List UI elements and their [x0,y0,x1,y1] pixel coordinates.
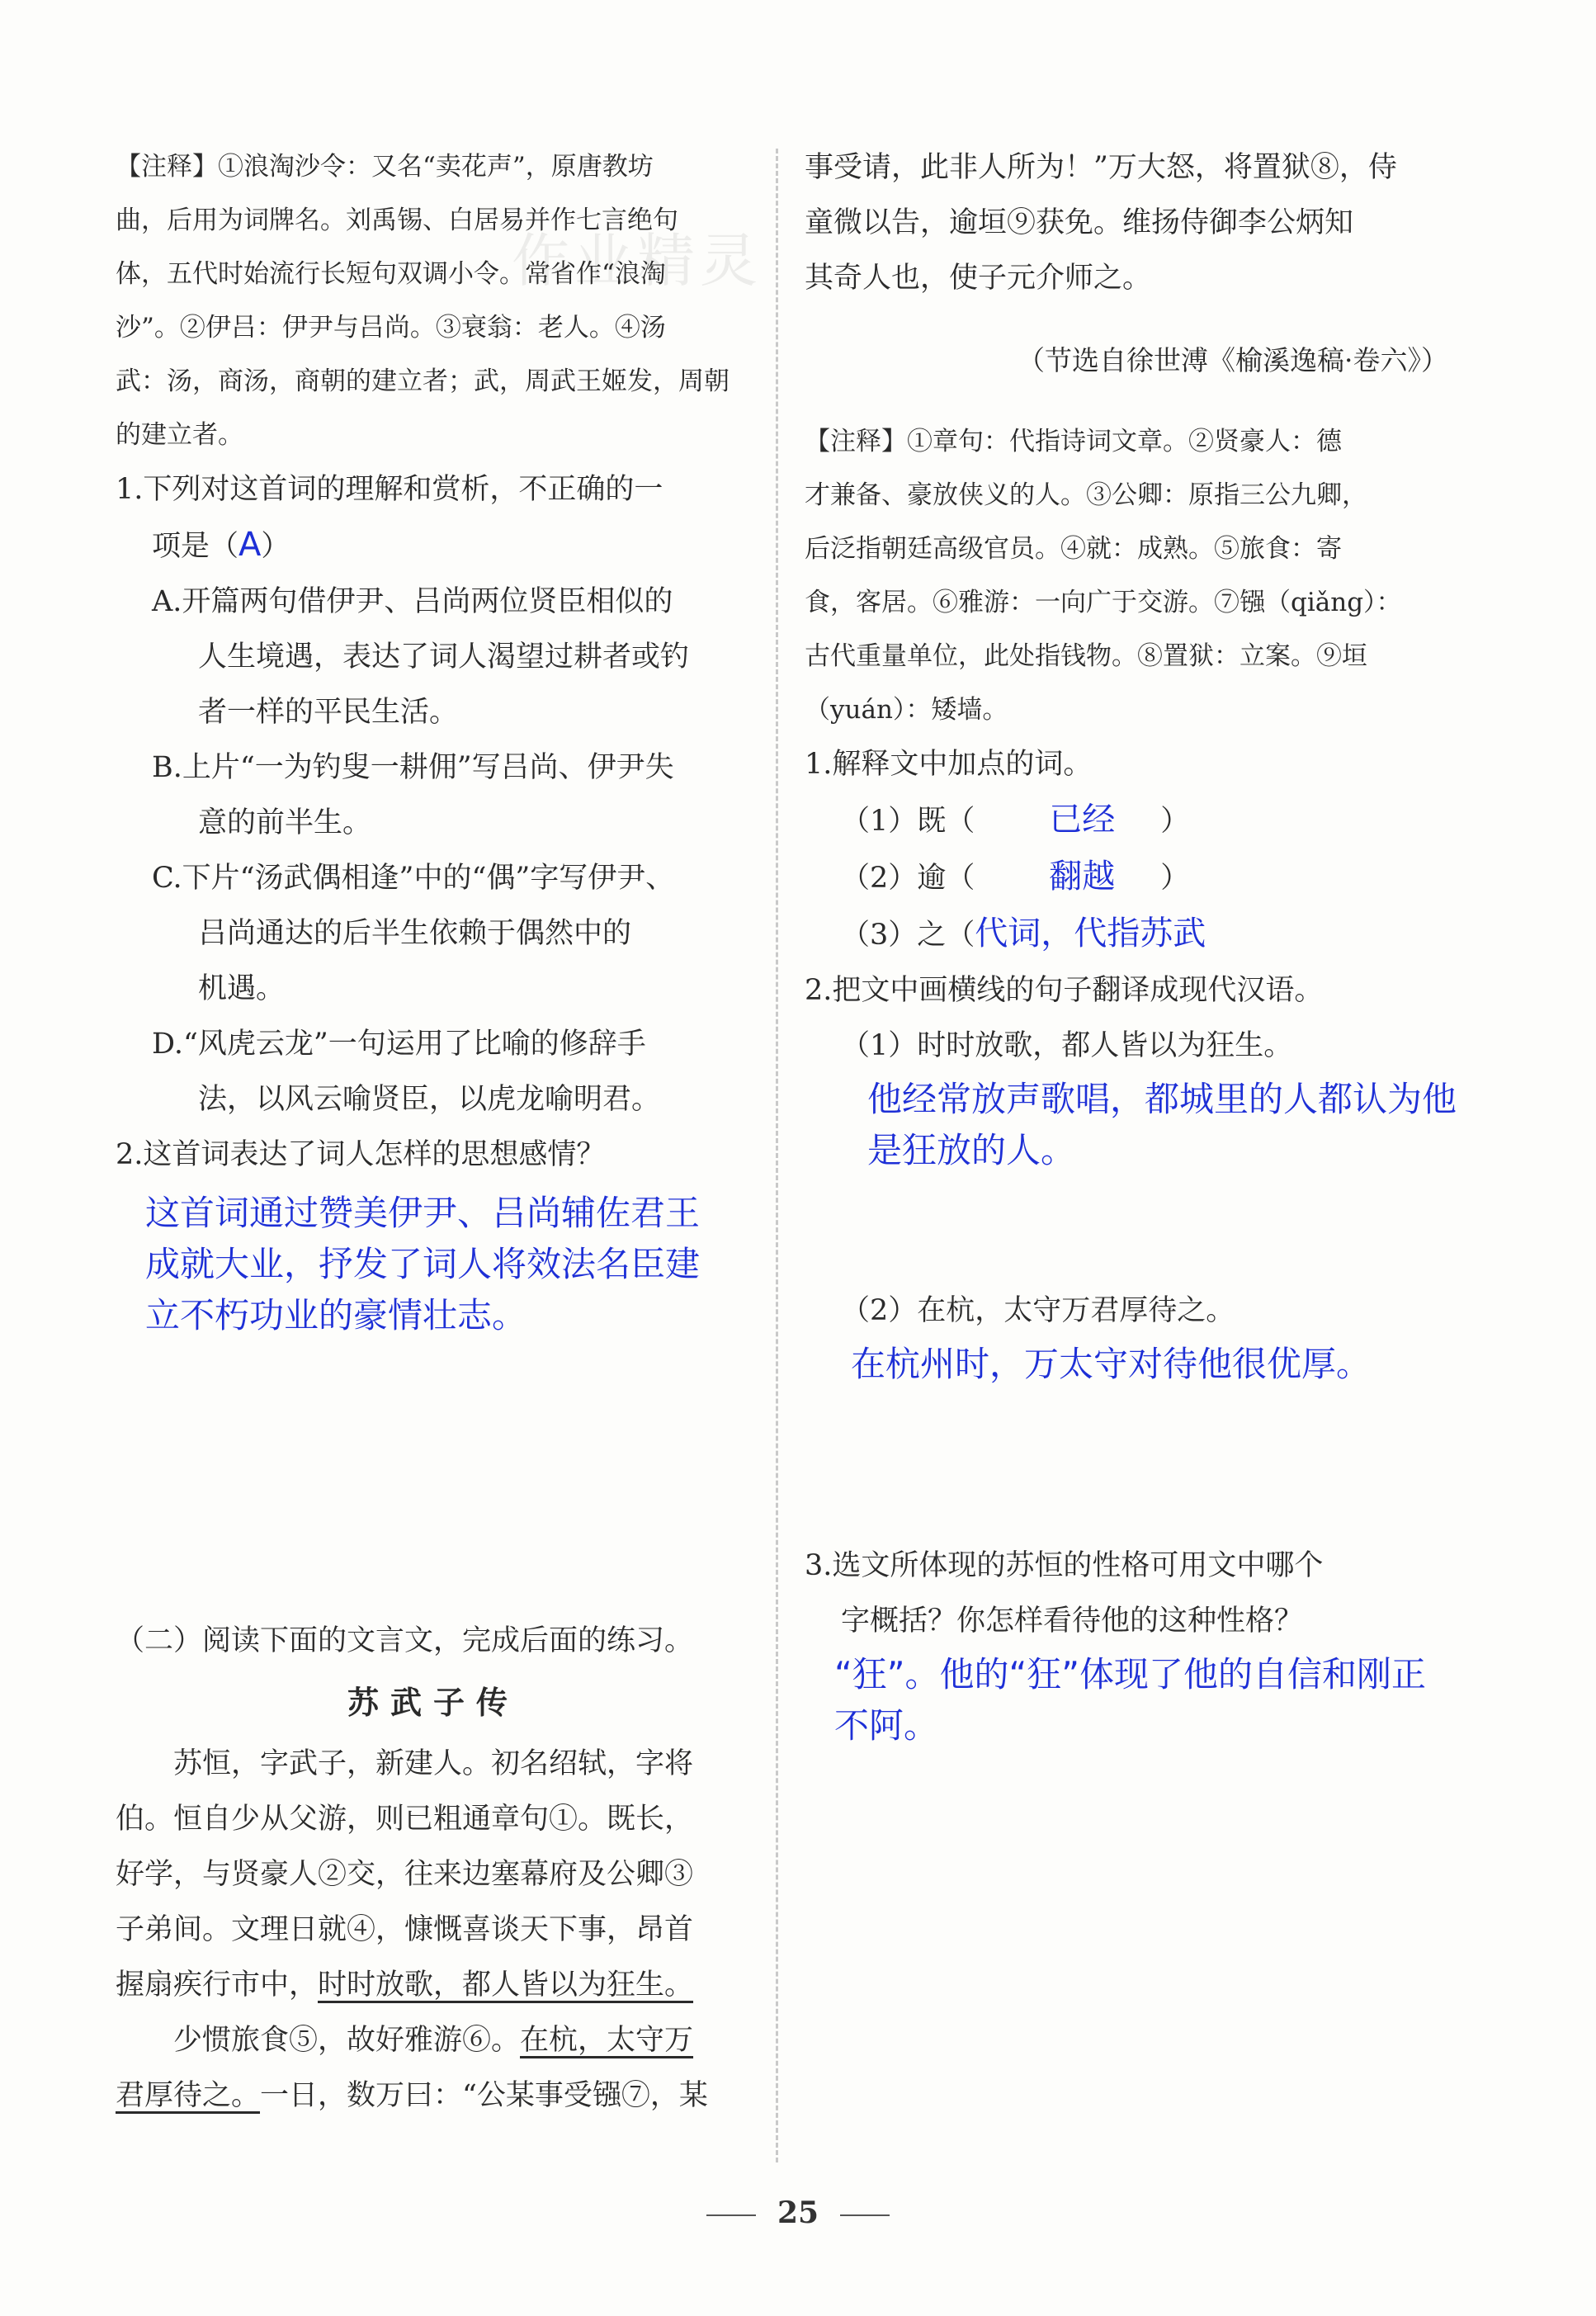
note-line: 后泛指朝廷高级官员。④就：成熟。⑤旅食：寄 [805,534,1342,564]
underlined-sentence: 时时放歌，都人皆以为狂生。 [318,1969,694,2002]
passage-line: 好学，与贤豪人②交，往来边塞幕府及公卿③ [116,1858,694,1891]
column-divider [776,149,778,2162]
translation-1 [805,1074,1457,1176]
option-b-cont: 意的前半生。 [198,806,372,839]
underlined-sentence: 在杭，太守万 [520,2024,694,2057]
passage-title: 苏武子传 [347,1684,519,1721]
vocab-answer: 已经 [1049,801,1116,839]
question-stem: 2.把文中画横线的句子翻译成现代汉语。 [805,974,1324,1007]
answer-line: 立不朽功业的豪情壮志。 [145,1295,527,1335]
sentence-1: （1）时时放歌，都人皆以为狂生。 [841,1029,1293,1062]
answer-line: 他经常放声歌唱，都城里的人都认为他 [867,1079,1457,1119]
option-b: B.上片“一为钓叟一耕佣”写吕尚、伊尹失 [152,751,674,784]
poem-notes [116,140,751,462]
answer-line: 是狂放的人。 [867,1130,1076,1170]
watermark: 作业精灵 [512,227,763,295]
option-c-cont: 吕尚通达的后半生依赖于偶然中的 [198,917,632,950]
answer-choice: A [238,526,262,564]
option-c-cont: 机遇。 [198,972,286,1005]
vocab-item: （3）之（代词，代指苏武 [841,915,1206,952]
vocab-item: （2）逾（ 翻越 ） [805,849,1448,906]
note-line: 曲，后用为词牌名。刘禹锡、白居易并作七言绝句 [116,206,678,235]
answer-line: 在杭州时，万太守对待他很优厚。 [851,1344,1372,1384]
passage-line: 君厚待之。一日，数万曰：“公某事受镪⑦，某 [116,2079,708,2112]
option-c: C.下片“汤武偶相逢”中的“偶”字写伊尹、 [152,862,675,895]
question-stem: 1.下列对这首词的理解和赏析，不正确的一 [116,473,663,506]
underlined-sentence: 君厚待之。 [116,2079,261,2112]
note-line: 才兼备、豪放侠义的人。③公卿：原指三公九卿， [805,480,1367,510]
question-1-right [805,737,1448,963]
question-2-left [116,1127,751,1341]
passage-line: 握扇疾行市中，时时放歌，都人皆以为狂生。 [116,1969,694,2002]
passage-source: （节选自徐世溥《榆溪逸稿·卷六》） [1018,344,1448,376]
option-a: A.开篇两句借伊尹、吕尚两位贤臣相似的 [152,585,673,618]
passage-notes [805,415,1448,737]
note-line: 体，五代时始流行长短句双调小令。常省作“浪淘 [116,259,666,289]
option-a-cont: 者一样的平民生活。 [198,696,459,729]
translation-2 [805,1339,1448,1390]
section-heading: （二）阅读下面的文言文，完成后面的练习。 [116,1624,694,1657]
question-stem-cont: 项是（A） [152,526,290,564]
passage-continuation [805,140,1448,388]
passage-line: 事受请，此非人所为！”万大怒，将置狱⑧，侍 [805,151,1397,184]
note-line: 古代重量单位，此处指钱物。⑧置狱：立案。⑨垣 [805,641,1367,671]
note-line: 【注释】①章句：代指诗词文章。②贤豪人：德 [805,427,1342,456]
passage-line: 其奇人也，使子元介师之。 [805,262,1152,295]
answer-line: “狂”。他的“狂”体现了他的自信和刚正 [834,1654,1427,1694]
answer-block [116,1183,751,1341]
question-stem: 3.选文所体现的苏恒的性格可用文中哪个 [805,1549,1324,1582]
passage-section [116,1614,751,2124]
answer-block [805,1649,1448,1751]
answer-space [116,1341,751,1614]
page-number: 25 [0,2195,1596,2230]
vocab-item: （1）既（ 已经 ） [805,792,1448,849]
left-column [116,140,751,2124]
sentence-2: （2）在杭，太守万君厚待之。 [841,1294,1235,1327]
question-stem-cont: 字概括？你怎样看待他的这种性格？ [841,1605,1304,1638]
answer-line: 成就大业，抒发了词人将效法名臣建 [145,1244,701,1284]
answer-line: 这首词通过赞美伊尹、吕尚辅佐君王 [145,1193,701,1233]
note-line: 沙”。②伊吕：伊尹与吕尚。③衰翁：老人。④汤 [116,313,666,343]
question-stem: 2.这首词表达了词人怎样的思想感情？ [116,1138,606,1171]
option-d: D.“风虎云龙”一句运用了比喻的修辞手 [152,1028,646,1061]
passage-line: 童微以告，逾垣⑨获免。维扬侍御李公炳知 [805,206,1354,239]
note-line: （yuán）：矮墙。 [805,695,1008,725]
right-column [805,140,1457,1751]
passage-line: 子弟间。文理日就④，慷慨喜谈天下事，昂首 [116,1913,694,1946]
question-2-right [805,963,1457,1390]
vocab-answer: 代词，代指苏武 [975,915,1206,952]
question-1-left [116,462,751,1127]
note-line: 食，客居。⑥雅游：一向广于交游。⑦镪（qiǎng）： [805,588,1402,617]
question-stem: 1.解释文中加点的词。 [805,748,1093,781]
answer-line: 不阿。 [834,1705,939,1746]
passage-line: 伯。恒自少从父游，则已粗通章句①。既长， [116,1803,694,1836]
note-line: 的建立者。 [116,420,243,450]
passage-line: 苏恒，字武子，新建人。初名绍轼，字将 [173,1747,694,1780]
question-3-right [805,1538,1448,1751]
vocab-answer: 翻越 [1049,858,1116,896]
note-line: 【注释】①浪淘沙令：又名“卖花声”，原唐教坊 [116,152,654,182]
option-d-cont: 法，以风云喻贤臣，以虎龙喻明君。 [198,1083,661,1116]
note-line: 武：汤，商汤，商朝的建立者；武，周武王姬发，周朝 [116,366,730,396]
option-a-cont: 人生境遇，表达了词人渴望过耕者或钓 [198,640,690,674]
passage-line: 少惯旅食⑤，故好雅游⑥。在杭，太守万 [173,2024,694,2057]
